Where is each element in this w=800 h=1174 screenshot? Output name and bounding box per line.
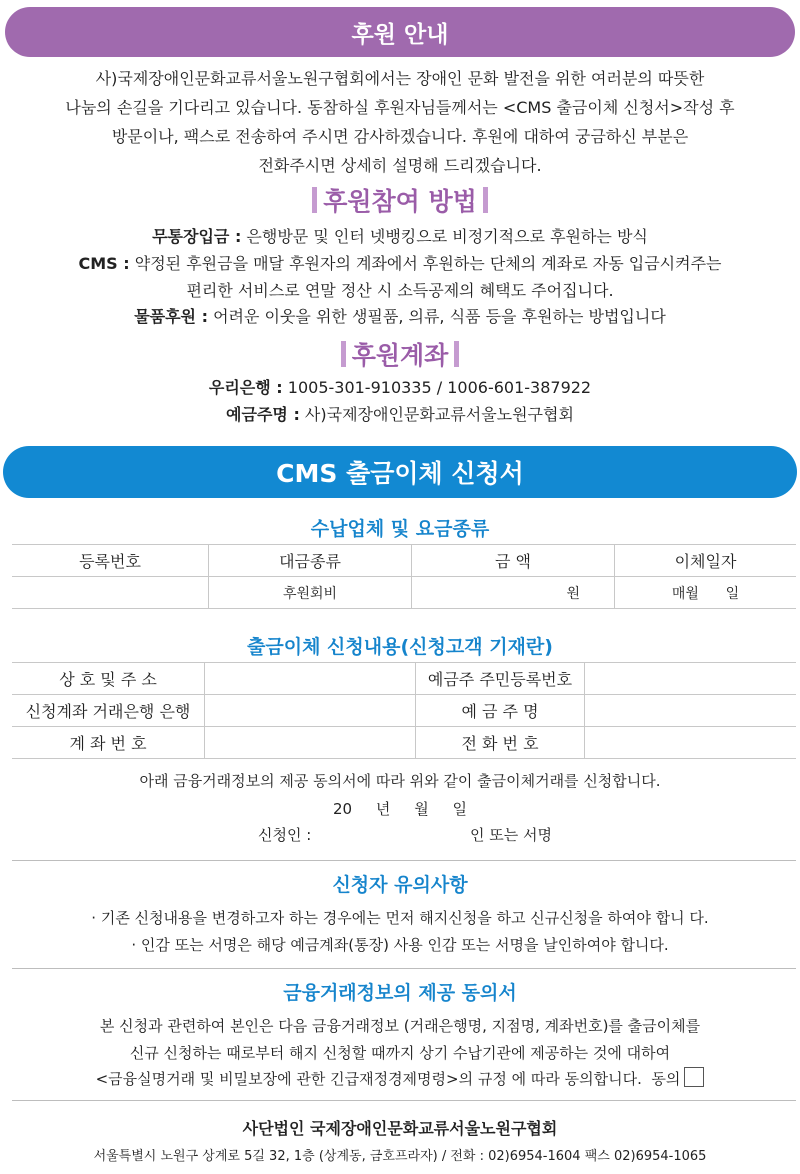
account-label: 예금주명 : — [226, 405, 300, 424]
table-header: 이체일자 — [615, 545, 797, 577]
table-row — [12, 545, 796, 577]
divider — [12, 1100, 796, 1101]
cms-form-banner — [3, 446, 797, 498]
table-row — [12, 577, 796, 609]
payment-type-cell: 후원회비 — [209, 577, 412, 609]
footer-address: 서울특별시 노원구 상계로 5길 32, 1층 (상계동, 금호프라자) / 전화 : 02)6954-1604 팩스 02)6954-1065 — [93, 1149, 707, 1164]
application-statement: 아래 금융거래정보의 제공 동의서에 따라 위와 같이 출금이체거래를 신청합니다. — [139, 772, 661, 790]
transfer-date-field[interactable]: 매월 일 — [615, 577, 797, 609]
method-cms — [0, 251, 800, 274]
account-label: 우리은행 : — [208, 378, 283, 397]
intro-paragraph — [0, 64, 800, 180]
account-bank — [0, 375, 800, 398]
account-holder-input[interactable] — [585, 695, 797, 727]
field-label: 계 좌 번 호 — [12, 727, 205, 759]
method-text: 어려운 이웃을 위한 생필품, 의류, 식품 등을 후원하는 방법입니다 — [207, 307, 666, 326]
section-title: 신청자 유의사항 — [332, 874, 468, 896]
amount-field[interactable]: 원 — [412, 577, 615, 609]
divider — [12, 968, 796, 969]
section-title: 출금이체 신청내용(신청고객 기재란) — [247, 636, 553, 658]
divider — [12, 860, 796, 861]
signature-field[interactable]: 인 또는 서명 — [470, 826, 552, 844]
applicant-label: 신청인 : — [258, 826, 312, 844]
method-label: 무통장입금 : — [152, 227, 242, 246]
table-row — [12, 663, 796, 695]
table-header: 등록번호 — [12, 545, 209, 577]
method-text: 약정된 후원금을 매달 후원자의 계좌에서 후원하는 단체의 계좌로 자동 입금시켜주는 — [129, 254, 722, 273]
bank-name-input[interactable] — [205, 695, 416, 727]
field-label: 상 호 및 주 소 — [12, 663, 205, 695]
cms-form-title: CMS 출금이체 신청서 — [276, 459, 524, 488]
field-label: 예금주 주민등록번호 — [416, 663, 585, 695]
table-row — [12, 727, 796, 759]
application-date[interactable]: 20 년 월 일 — [332, 800, 468, 818]
field-label: 예 금 주 명 — [416, 695, 585, 727]
notice-item: · 기존 신청내용을 변경하고자 하는 경우에는 먼저 해지신청을 하고 신규신청을 하여야 합니 다. — [91, 909, 709, 927]
resident-number-input[interactable] — [585, 663, 797, 695]
heading-bar — [483, 187, 488, 213]
intro-line: 나눔의 손길을 기다리고 있습니다. 동참하실 후원자님들께서는 <CMS 출금이체 신청서>작성 후 — [65, 98, 735, 117]
consent-line: 본 신청과 관련하여 본인은 다음 금융거래정보 (거래은행명, 지점명, 계좌번호)를 출금이체를 — [99, 1017, 701, 1035]
method-label: 물품후원 : — [134, 307, 208, 326]
account-number: 1005-301-910335 / 1006-601-387922 — [282, 378, 592, 397]
method-title: 후원참여 방법 — [323, 187, 477, 216]
method-text: 편리한 서비스로 연말 정산 시 소득공제의 혜택도 주어집니다. — [186, 281, 614, 300]
heading-bar — [341, 341, 346, 367]
agree-checkbox[interactable] — [684, 1067, 704, 1087]
phone-number-input[interactable] — [585, 727, 797, 759]
account-title: 후원계좌 — [351, 341, 449, 370]
footer-org: 사단법인 국제장애인문화교류서울노원구협회 — [242, 1119, 558, 1138]
account-holder-name: 사)국제장애인문화교류서울노원구협회 — [299, 405, 574, 424]
agree-label: 동의 — [651, 1070, 681, 1088]
intro-line: 사)국제장애인문화교류서울노원구협회에서는 장애인 문화 발전을 위한 여러분의 따뜻한 — [95, 69, 705, 88]
applicant-table — [12, 662, 796, 759]
table-header: 대금종류 — [209, 545, 412, 577]
account-heading — [0, 336, 800, 372]
account-number-input[interactable] — [205, 727, 416, 759]
section-title: 금융거래정보의 제공 동의서 — [283, 982, 517, 1004]
heading-bar — [454, 341, 459, 367]
consent-line-row — [0, 1067, 800, 1089]
method-heading — [0, 182, 800, 218]
method-text: 은행방문 및 인터 넷뱅킹으로 비정기적으로 후원하는 방식 — [241, 227, 648, 246]
notice-item: · 인감 또는 서명은 해당 예금계좌(통장) 사용 인감 또는 서명을 날인하여야 합니다. — [131, 936, 669, 954]
field-label: 전 화 번 호 — [416, 727, 585, 759]
method-transfer — [0, 224, 800, 247]
method-label: CMS : — [78, 254, 130, 273]
consent-line: <금융실명거래 및 비밀보장에 관한 긴급재정경제명령>의 규정 에 따라 동의합니다. — [95, 1070, 642, 1088]
method-cms-cont — [0, 278, 800, 301]
consent-line: 신규 신청하는 때로부터 해지 신청할 때까지 상기 수납기관에 제공하는 것에 대하여 — [129, 1044, 671, 1062]
field-label: 신청계좌 거래은행 은행 — [12, 695, 205, 727]
section-title: 수납업체 및 요금종류 — [310, 518, 490, 540]
method-goods — [0, 304, 800, 327]
table-row — [12, 695, 796, 727]
account-holder — [0, 402, 800, 425]
support-guide-title: 후원 안내 — [351, 21, 449, 48]
registration-number-field[interactable] — [12, 577, 209, 609]
intro-line: 방문이나, 팩스로 전송하여 주시면 감사하겠습니다. 후원에 대하여 궁금하신 부분은 — [111, 127, 689, 146]
intro-line: 전화주시면 상세히 설명해 드리겠습니다. — [258, 156, 542, 175]
payee-table — [12, 544, 796, 609]
table-header: 금 액 — [412, 545, 615, 577]
business-address-input[interactable] — [205, 663, 416, 695]
support-guide-banner — [5, 7, 795, 57]
heading-bar — [312, 187, 317, 213]
